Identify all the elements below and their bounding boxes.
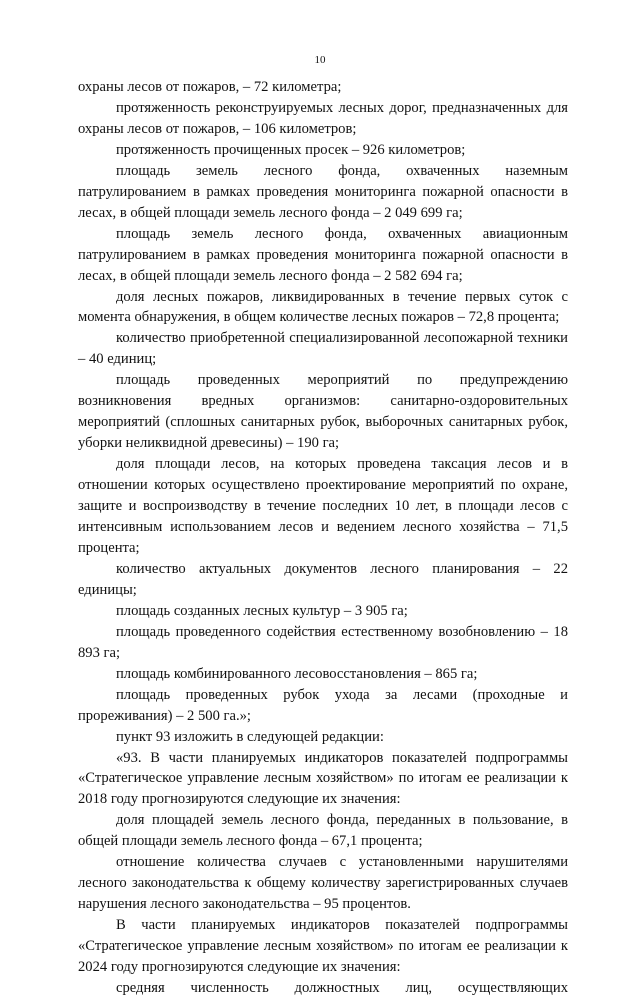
paragraph: отношение количества случаев с установленными нарушителями лесного законодательства к общему количеству зарегистрированных случаев нарушения лесного законодательства – 95 процентов. (78, 854, 568, 913)
paragraph: пункт 93 изложить в следующей редакции: (116, 728, 384, 745)
paragraph: площадь проведенных рубок ухода за лесами (проходные и прореживания) – 2 500 га.»; (78, 686, 568, 724)
paragraph: площадь проведенного содействия естественному возобновлению – 18 893 га; (78, 623, 568, 661)
paragraph: средняя численность должностных лиц, осуществляющих (116, 979, 568, 996)
paragraph: площадь земель лесного фонда, охваченных наземным патрулированием в рамках проведения мониторинга пожарной опасности в лесах, в общей площади земель лесного фонда – 2 049 699 га; (78, 162, 568, 221)
paragraph: количество актуальных документов лесного планирования – 22 единицы; (78, 560, 568, 598)
paragraph: площадь проведенных мероприятий по предупреждению возникновения вредных организмов: санитарно-оздоровительных мероприятий (сплошных санитарных рубок, выборочных санитарных рубок, уборки неликвидной древесины) – 190 га; (78, 372, 568, 452)
paragraph: площадь созданных лесных культур – 3 905 га; (116, 602, 408, 619)
document-body (78, 77, 568, 999)
paragraph: доля площадей земель лесного фонда, переданных в пользование, в общей площади земель лесного фонда – 67,1 процента; (78, 812, 568, 850)
paragraph: протяженность реконструируемых лесных дорог, предназначенных для охраны лесов от пожаров, – 106 километров; (78, 99, 568, 137)
paragraph: площадь земель лесного фонда, охваченных авиационным патрулированием в рамках проведения мониторинга пожарной опасности в лесах, в общей площади земель лесного фонда – 2 582 694 га; (78, 225, 568, 284)
paragraph: доля площади лесов, на которых проведена таксация лесов и в отношении которых осуществлено проектирование мероприятий по охране, защите и воспроизводству в течение последних 10 лет, в площади лесов с интенсивным использованием лесов и ведением лесного хозяйства – 71,5 процента; (78, 456, 568, 556)
paragraph: количество приобретенной специализированной лесопожарной техники – 40 единиц; (78, 330, 568, 368)
paragraph: доля лесных пожаров, ликвидированных в течение первых суток с момента обнаружения, в общем количестве лесных пожаров – 72,8 процента; (78, 288, 568, 326)
paragraph: «93. В части планируемых индикаторов показателей подпрограммы «Стратегическое управление лесным хозяйством» по итогам ее реализации к 2018 году прогнозируются следующие их значения: (78, 749, 568, 808)
paragraph: В части планируемых индикаторов показателей подпрограммы «Стратегическое управление лесным хозяйством» по итогам ее реализации к 2024 году прогнозируются следующие их значения: (78, 917, 568, 976)
paragraph: протяженность прочищенных просек – 926 километров; (116, 141, 466, 158)
paragraph: площадь комбинированного лесовосстановления – 865 га; (116, 665, 478, 682)
page-number: 10 (314, 54, 326, 66)
paragraph: охраны лесов от пожаров, – 72 километра; (78, 79, 342, 95)
